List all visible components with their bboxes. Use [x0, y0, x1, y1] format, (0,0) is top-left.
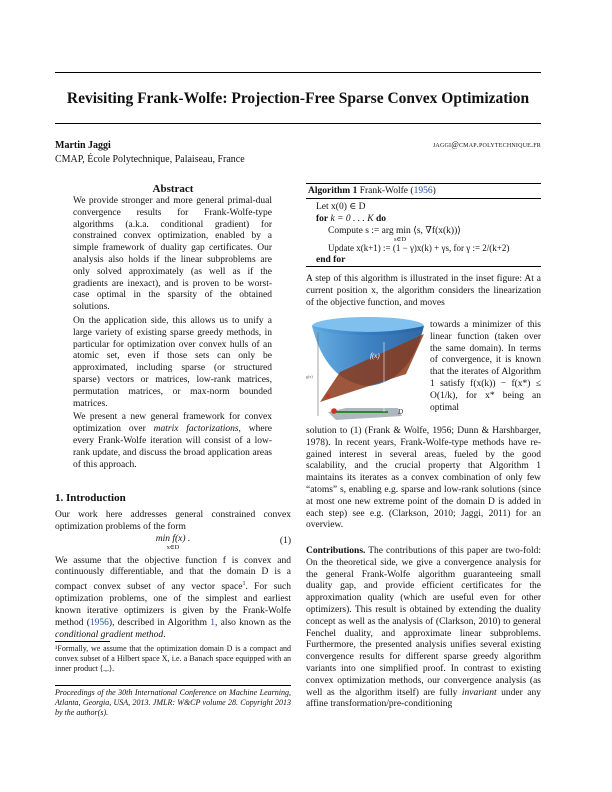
- algorithm-title: Algorithm 1 Frank-Wolfe (1956): [306, 184, 541, 199]
- introduction-body: [55, 510, 291, 641]
- abstract-paragraph-3: We present a new general framework for convex optimization over matrix factorizations, where every Frank-Wolfe iteration will consist of a low-rank update, and discuss the broad application areas of this approach.: [73, 412, 272, 470]
- algorithm-link[interactable]: 1: [210, 617, 215, 628]
- paper-title: Revisiting Frank-Wolfe: Projection-Free Sparse Convex Optimization: [66, 90, 530, 107]
- right-paragraph-2: solution to (1) (Frank & Wolfe, 1956; Dunn & Harshbarger, 1978). In recent years, Frank-Wolfe-type methods have re-gained interest in several areas, fueled by the good scalability, and the crucial property that Algorithm 1 maintains its iterates as a convex combination of only few “atoms” s, enabling e.g. sparse and low-rank solutions (since at most one new extreme point of the domain D is added in each step) see e.g. (Clarkson, 2010; Jaggi, 2011) for an overview.: [306, 426, 541, 531]
- right-wrap-text: towards a minimizer of this linear function (taken over the same domain). In terms of convergence, it is known that the iterates of Algorithm 1 satisfy f(x(k)) − f(x*) ≤ O(1/k), for x* being an optimal: [430, 320, 541, 413]
- title-rule: [55, 123, 541, 124]
- top-rule: [55, 72, 541, 73]
- citation-link-1956[interactable]: 1956: [89, 617, 109, 628]
- algorithm-body: [306, 199, 541, 266]
- equation-1: min f(x) . x∈D (1): [55, 534, 291, 556]
- gx-label: g(x): [306, 374, 313, 379]
- equation-subscript: x∈D: [166, 544, 180, 552]
- footnote-marker[interactable]: 1: [242, 581, 246, 588]
- algorithm-box: [306, 183, 541, 267]
- introduction-heading: 1. Introduction: [55, 492, 126, 504]
- abstract-paragraph-1: We provide stronger and more general primal-dual convergence results for Frank-Wolfe-type algorithms (a.k.a. conditional gradient) for constrained convex optimization, enabled by a simple framework of duality gap certificates. Our analysis also holds if the linear subproblems are only solved approximately (as well as if the gradients are inexact), and is proven to be worst-case optimal in the sparsity of the obtained solutions.: [73, 196, 272, 313]
- author-name: Martin Jaggi: [55, 140, 111, 151]
- algorithm-line-5: end for: [316, 255, 346, 265]
- right-paragraph-1: A step of this algorithm is illustrated in the inset figure: At a current position x, the algorithm considers the linearization of the objective function, and moves: [306, 274, 541, 308]
- algorithm-line-2: for k = 0 . . . K do: [316, 214, 387, 224]
- footnote-rule: [55, 641, 110, 642]
- algorithm-line-1: Let x(0) ∈ D: [316, 202, 366, 212]
- intro-paragraph-2: We assume that the objective function f is convex and continuously differentiable, and that the domain D is a compact convex subset of any vector space$^1$. For such optimization problems, one of the simplest and earliest known iterative optimizers is given by the Frank-Wolfe method (1956), described in Algorithm 1, also known as the conditional gradient method.: [55, 555, 292, 640]
- abstract-heading: Abstract: [152, 183, 194, 195]
- author-affiliation: CMAP, École Polytechnique, Palaiseau, France: [55, 154, 245, 165]
- footnote: ¹Formally, we assume that the optimization domain D is a compact and convex subset of a Hilbert space X, i.e. a Banach space equipped with an inner product ⟨.,.⟩.: [55, 644, 291, 673]
- algorithm-line-3: Compute s := arg min ⟨s, ∇f(x(k))⟩: [328, 226, 461, 236]
- contributions-paragraph: Contributions. The contributions of this paper are two-fold: On the theoretical side, we give a convergence analysis for the general Frank-Wolfe algorithm guaranteeing small duality gap, and provide efficient certificates for the approximation quality (which are useful even for other optimizers). This result is obtained by extending the duality concept as well as the analysis of (Clarkson, 2010) to general Fenchel duality, and approximate linear subproblems. Furthermore, the presented analysis unifies several existing convergence results for different sparse greedy algorithm variants into one simplified proof. In contrast to existing convex optimization methods, our convergence analysis (as well as the algorithm itself) are fully invariant under any affine transformation/pre-conditioning: [306, 546, 541, 710]
- abstract-body: [73, 196, 272, 473]
- contributions-heading: Contributions.: [306, 546, 366, 556]
- algorithm-citation-link[interactable]: 1956: [413, 186, 433, 196]
- atom-point: [326, 394, 330, 398]
- abstract-paragraph-2: On the application side, this allows us to unify a large variety of existing sparse greedy methods, in particular for optimization over convex hulls of an atomic set, even if those sets can only be approximated, including sparse (or structured sparse) vectors or matrices, low-rank matrices, permutation matrices, or max-norm bounded matrices.: [73, 315, 272, 409]
- proceedings-note: Proceedings of the 30th International Conference on Machine Learning, Atlanta, Georgia, USA, 2013. JMLR: W&CP volume 28. Copyright 2013 by the author(s).: [55, 688, 291, 717]
- domain-label: D: [398, 408, 404, 416]
- algorithm-line-3-subscript: s∈D: [394, 236, 407, 243]
- equation-number: (1): [279, 535, 291, 546]
- fx-label: f(x): [370, 352, 380, 360]
- domain-polytope: [328, 408, 402, 420]
- frank-wolfe-inset-figure: [306, 312, 426, 424]
- algorithm-line-4: Update x(k+1) := (1 − γ)x(k) + γs, for γ := 2/(k+2): [328, 243, 510, 253]
- proceedings-rule: [55, 685, 291, 686]
- author-email[interactable]: jaggi@cmap.polytechnique.fr: [432, 140, 541, 149]
- current-point: [331, 408, 337, 414]
- intro-paragraph-1: Our work here addresses general constrained convex optimization problems of the form: [55, 510, 291, 532]
